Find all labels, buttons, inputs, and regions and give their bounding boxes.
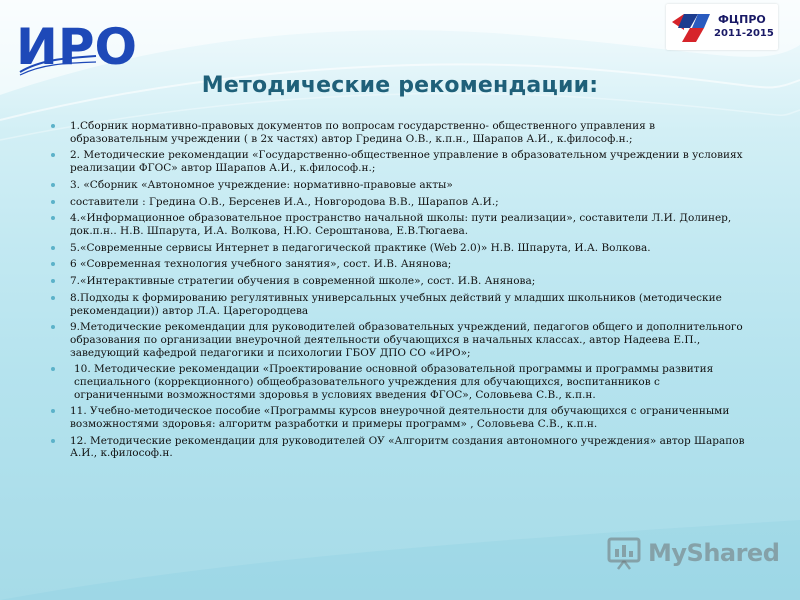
fcpro-name: ФЦПРО	[718, 13, 766, 26]
watermark-text: MyShared	[648, 539, 780, 567]
presentation-icon	[606, 536, 646, 570]
list-item: 9.Методические рекомендации для руководителей образовательных учреждений, педагогов общего и дополнительного образования по организации внеурочной деятельности обучающихся в начальных классах., автор Надеева Е.П., заведующий кафедрой педагогики и психологии ГБОУ ДПО СО «ИРО»;	[50, 321, 750, 359]
list-item: 10. Методические рекомендации «Проектирование основной образовательной программы и программы развития специального (коррекционного) общеобразовательного учреждения для обучающихся, воспитанников с ограниченными возможностями здоровья в условиях введения ФГОС», Соловьева С.В., к.п.н.	[50, 363, 750, 401]
list-item: 11. Учебно-методическое пособие «Программы курсов внеурочной деятельности для обучающихся с ограниченными возможностями здоровья: алгоритм разработки и примеры программ» , Соловьева С.В., к.п.н.	[50, 405, 750, 430]
fcpro-logo	[666, 4, 778, 50]
list-item: 3. «Сборник «Автономное учреждение: нормативно-правовые акты»	[50, 179, 750, 192]
list-item: 7.«Интерактивные стратегии обучения в современной школе», сост. И.В. Анянова;	[50, 275, 750, 288]
fcpro-years: 2011-2015	[714, 28, 774, 39]
recommendations-list	[50, 120, 750, 464]
list-item: 6 «Современная технология учебного занятия», сост. И.В. Анянова;	[50, 258, 750, 271]
list-item: 2. Методические рекомендации «Государственно-общественное управление в образовательном учреждении в условиях реализации ФГОС» автор Шарапов А.И., к.философ.н.;	[50, 149, 750, 174]
list-item: 1.Сборник нормативно-правовых документов по вопросам государственно- общественного управления в образовательным учреждении ( в 2х частях) автор Гредина О.В., к.п.н., Шарапов А.И., к.философ.н.;	[50, 120, 750, 145]
list-item: 8.Подходы к формированию регулятивных универсальных учебных действий у младших школьников (методические рекомендации)) автор Л.А. Царегородцева	[50, 292, 750, 317]
list-item: составители : Гредина О.В., Берсенев И.А., Новгородова В.В., Шарапов А.И.;	[50, 196, 750, 209]
myshared-watermark	[606, 536, 780, 572]
iro-logo	[14, 12, 137, 76]
fcpro-emblem-icon	[670, 10, 714, 46]
slide-title: Методические рекомендации:	[201, 73, 599, 98]
iro-logo-text: ИРО	[16, 18, 137, 76]
list-item: 5.«Современные сервисы Интернет в педагогической практике (Web 2.0)» Н.В. Шпарута, И.А. Волкова.	[50, 242, 750, 255]
list-item: 12. Методические рекомендации для руководителей ОУ «Алгоритм создания автономного учреждения» автор Шарапов А.И., к.философ.н.	[50, 435, 750, 460]
list-item: 4.«Информационное образовательное пространство начальной школы: пути реализации», составители Л.И. Долинер, док.п.н.. Н.В. Шпарута, И.А. Волкова, Н.Ю. Сероштанова, Е.В.Тюгаева.	[50, 212, 750, 237]
